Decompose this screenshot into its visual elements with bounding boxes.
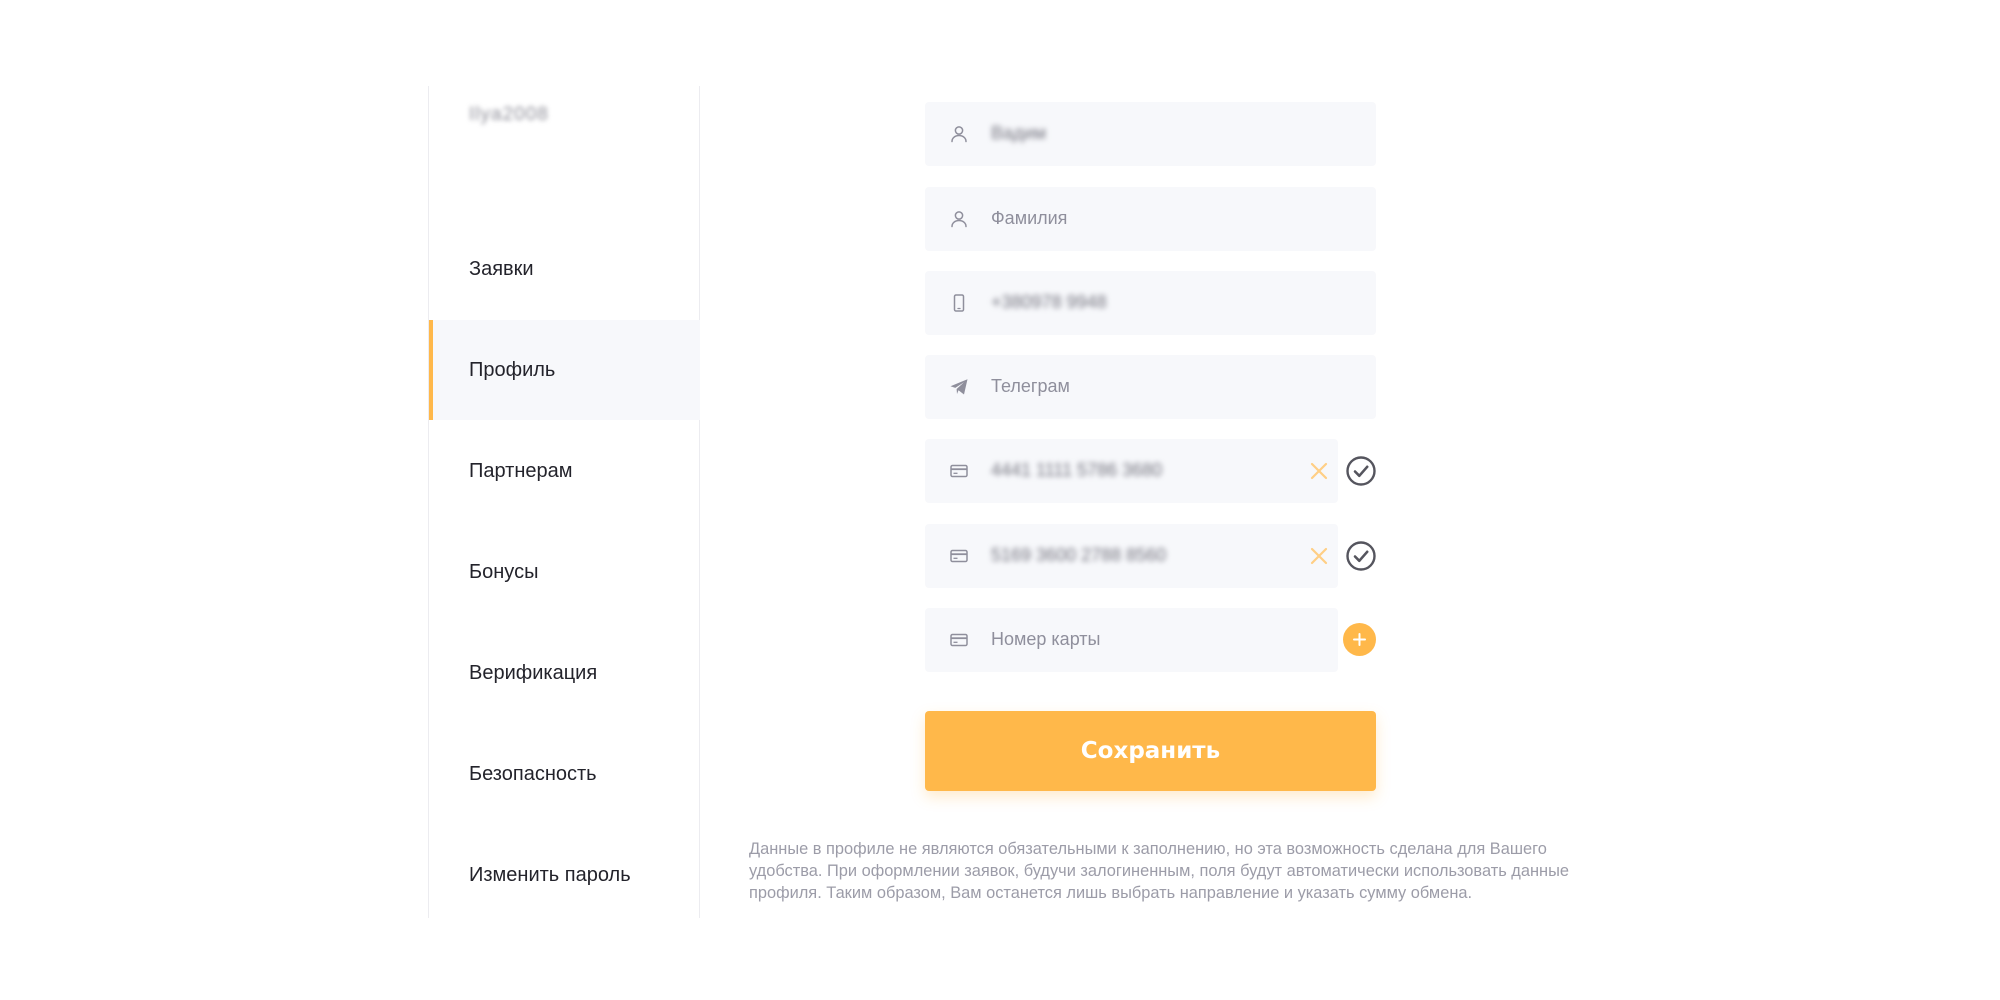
sidebar-item-orders[interactable]: [429, 219, 700, 319]
sidebar-item-label: Профиль: [469, 358, 556, 381]
add-card-button[interactable]: [1343, 623, 1376, 656]
sidebar-item-change-password[interactable]: [429, 825, 700, 925]
first-name-field[interactable]: [925, 102, 1376, 166]
card-field-2[interactable]: [925, 524, 1338, 588]
telegram-icon: [949, 377, 969, 397]
close-icon[interactable]: [1308, 545, 1330, 567]
sidebar-item-label: Верификация: [469, 661, 598, 684]
card-icon: [949, 461, 969, 481]
check-circle-icon[interactable]: [1345, 540, 1377, 572]
sidebar-item-bonuses[interactable]: [429, 522, 700, 622]
sidebar-item-security[interactable]: [429, 724, 700, 824]
sidebar-item-profile[interactable]: [429, 320, 700, 420]
telegram-field[interactable]: [925, 355, 1376, 419]
sidebar-item-label: Партнерам: [469, 459, 573, 482]
sidebar-item-label: Изменить пароль: [469, 863, 631, 886]
sidebar-item-label: Безопасность: [469, 762, 597, 785]
phone-field[interactable]: [925, 271, 1376, 335]
check-circle-icon[interactable]: [1345, 455, 1377, 487]
phone-value: +380978 9948: [991, 292, 1107, 312]
user-icon: [949, 124, 969, 144]
sidebar-item-verification[interactable]: [429, 623, 700, 723]
card-icon: [949, 546, 969, 566]
sidebar-item-label: Бонусы: [469, 560, 539, 583]
card-number-value: 5169 3600 2788 8560: [991, 545, 1167, 565]
card-icon: [949, 630, 969, 650]
new-card-placeholder: Номер карты: [991, 629, 1101, 649]
save-button[interactable]: Сохранить: [925, 711, 1376, 791]
card-number-value: 4441 1111 5786 3680: [991, 460, 1163, 480]
new-card-field[interactable]: [925, 608, 1338, 672]
phone-icon: [949, 293, 969, 313]
close-icon[interactable]: [1308, 460, 1330, 482]
sidebar: [428, 86, 700, 918]
card-field-1[interactable]: [925, 439, 1338, 503]
last-name-field[interactable]: [925, 187, 1376, 251]
sidebar-item-label: Заявки: [469, 257, 534, 280]
sidebar-item-partners[interactable]: [429, 421, 700, 521]
profile-note: Данные в профиле не являются обязательными к заполнению, но эта возможность сделана для Вашего удобства. При оформлении заявок, будучи залогиненным, поля будут автоматически использовать данные профиля. Таким образом, Вам останется лишь выбрать направление и указать сумму обмена.: [749, 840, 1569, 903]
last-name-placeholder: Фамилия: [991, 208, 1068, 228]
first-name-value: Вадим: [991, 123, 1046, 143]
user-icon: [949, 209, 969, 229]
telegram-placeholder: Телеграм: [991, 376, 1070, 396]
user-name: Ilya2008: [469, 104, 549, 125]
